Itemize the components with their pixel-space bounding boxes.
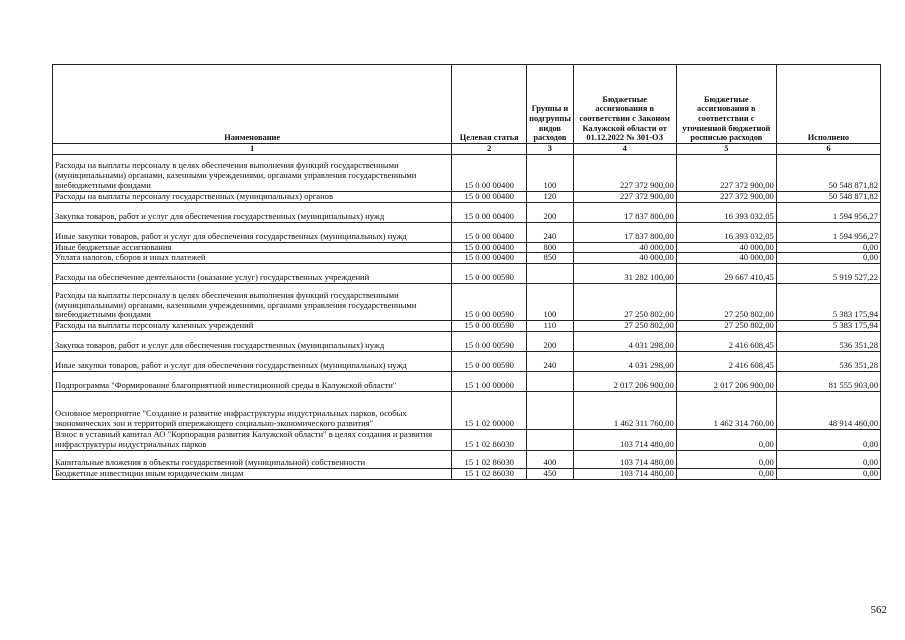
row-assignment-law: 40 000,00	[573, 242, 676, 253]
table-row	[53, 352, 881, 372]
row-assignment-law: 1 462 311 760,00	[573, 392, 676, 430]
row-expense-group: 100	[527, 284, 574, 321]
header-target-article: Целевая статья	[452, 65, 527, 144]
row-assignment-refined: 29 667 410,45	[676, 264, 776, 284]
row-assignment-refined: 227 372 900,00	[676, 191, 776, 202]
row-name: Расходы на выплаты персоналу в целях обеспечения выполнения функций государственными (муниципальными) органами, казенными учреждениями, органами управления государственными внебюджетными фондами	[53, 154, 452, 191]
column-number: 2	[452, 144, 527, 155]
row-name: Расходы на обеспечение деятельности (оказание услуг) государственных учреждений	[53, 264, 452, 284]
table-row	[53, 468, 881, 479]
table-row	[53, 321, 881, 332]
row-target-article: 15 1 02 86030	[452, 450, 527, 468]
row-assignment-refined: 227 372 900,00	[676, 154, 776, 191]
row-assignment-refined: 1 462 314 760,00	[676, 392, 776, 430]
column-number: 6	[776, 144, 880, 155]
header-name: Наименование	[53, 65, 452, 144]
header-executed: Исполнено	[776, 65, 880, 144]
row-expense-group: 240	[527, 222, 574, 242]
row-assignment-refined: 0,00	[676, 468, 776, 479]
row-target-article: 15 0 00 00400	[452, 202, 527, 222]
row-expense-group	[527, 264, 574, 284]
row-expense-group: 200	[527, 202, 574, 222]
row-name: Капитальные вложения в объекты государственной (муниципальной) собственности	[53, 450, 452, 468]
row-expense-group	[527, 392, 574, 430]
row-assignment-refined: 27 250 802,00	[676, 284, 776, 321]
row-assignment-law: 2 017 206 900,00	[573, 372, 676, 392]
table-row	[53, 332, 881, 352]
row-executed: 0,00	[776, 242, 880, 253]
row-expense-group: 200	[527, 332, 574, 352]
table-row	[53, 372, 881, 392]
row-executed: 5 383 175,94	[776, 284, 880, 321]
row-assignment-refined: 40 000,00	[676, 253, 776, 264]
row-assignment-refined: 16 393 032,05	[676, 222, 776, 242]
row-assignment-refined: 16 393 032,05	[676, 202, 776, 222]
row-assignment-refined: 27 250 802,00	[676, 321, 776, 332]
row-executed: 1 594 956,27	[776, 202, 880, 222]
row-name: Уплата налогов, сборов и иных платежей	[53, 253, 452, 264]
row-name: Подпрограмма "Формирование благоприятной инвестиционной среды в Калужской области"	[53, 372, 452, 392]
row-target-article: 15 0 00 00590	[452, 264, 527, 284]
column-number: 5	[676, 144, 776, 155]
row-executed: 48 914 460,00	[776, 392, 880, 430]
table-row	[53, 264, 881, 284]
row-assignment-law: 103 714 480,00	[573, 450, 676, 468]
row-executed: 1 594 956,27	[776, 222, 880, 242]
row-expense-group	[527, 372, 574, 392]
table-row	[53, 450, 881, 468]
header-assignments-refined: Бюджетные ассигнования в соответствии с уточненной бюджетной росписью расходов	[676, 65, 776, 144]
header-expense-group: Группы и подгруппы видов расходов	[527, 65, 574, 144]
row-assignment-refined: 0,00	[676, 450, 776, 468]
row-name: Расходы на выплаты персоналу казенных учреждений	[53, 321, 452, 332]
row-name: Основное мероприятие "Создание и развитие инфраструктуры индустриальных парков, особых экономических зон и территорий опережающего социально-экономического развития"	[53, 392, 452, 430]
row-target-article: 15 0 00 00400	[452, 222, 527, 242]
row-expense-group: 240	[527, 352, 574, 372]
row-target-article: 15 0 00 00590	[452, 352, 527, 372]
row-executed: 50 548 871,82	[776, 191, 880, 202]
row-target-article: 15 1 02 00000	[452, 392, 527, 430]
row-executed: 0,00	[776, 430, 880, 451]
row-executed: 5 383 175,94	[776, 321, 880, 332]
column-number: 1	[53, 144, 452, 155]
row-expense-group: 120	[527, 191, 574, 202]
row-executed: 81 555 903,00	[776, 372, 880, 392]
row-target-article: 15 0 00 00400	[452, 191, 527, 202]
row-target-article: 15 0 00 00400	[452, 253, 527, 264]
row-executed: 50 548 871,82	[776, 154, 880, 191]
table-row	[53, 154, 881, 191]
row-target-article: 15 1 02 86030	[452, 430, 527, 451]
row-executed: 0,00	[776, 253, 880, 264]
row-assignment-law: 4 031 298,00	[573, 332, 676, 352]
table-row	[53, 202, 881, 222]
row-expense-group: 800	[527, 242, 574, 253]
row-name: Бюджетные инвестиции иным юридическим лицам	[53, 468, 452, 479]
row-assignment-law: 103 714 480,00	[573, 430, 676, 451]
row-assignment-refined: 2 416 608,45	[676, 332, 776, 352]
row-assignment-law: 17 837 800,00	[573, 222, 676, 242]
row-target-article: 15 0 00 00400	[452, 242, 527, 253]
row-expense-group: 400	[527, 450, 574, 468]
row-executed: 536 351,28	[776, 332, 880, 352]
column-number: 4	[573, 144, 676, 155]
row-target-article: 15 0 00 00590	[452, 332, 527, 352]
row-name: Расходы на выплаты персоналу государственных (муниципальных) органов	[53, 191, 452, 202]
row-target-article: 15 1 02 86030	[452, 468, 527, 479]
row-assignment-law: 27 250 802,00	[573, 284, 676, 321]
budget-table	[52, 64, 881, 480]
table-row	[53, 253, 881, 264]
row-assignment-law: 227 372 900,00	[573, 154, 676, 191]
table-row	[53, 284, 881, 321]
column-number: 3	[527, 144, 574, 155]
row-assignment-law: 27 250 802,00	[573, 321, 676, 332]
table-row	[53, 242, 881, 253]
row-name: Расходы на выплаты персоналу в целях обеспечения выполнения функций государственными (муниципальными) органами, казенными учреждениями, органами управления государственными внебюджетными фондами	[53, 284, 452, 321]
row-name: Иные закупки товаров, работ и услуг для обеспечения государственных (муниципальных) нужд	[53, 222, 452, 242]
row-assignment-law: 17 837 800,00	[573, 202, 676, 222]
row-assignment-law: 103 714 480,00	[573, 468, 676, 479]
row-target-article: 15 1 00 00000	[452, 372, 527, 392]
row-expense-group: 450	[527, 468, 574, 479]
row-executed: 0,00	[776, 468, 880, 479]
row-target-article: 15 0 00 00590	[452, 321, 527, 332]
row-executed: 5 919 527,22	[776, 264, 880, 284]
row-assignment-refined: 40 000,00	[676, 242, 776, 253]
row-assignment-law: 31 282 100,00	[573, 264, 676, 284]
row-assignment-refined: 2 017 206 900,00	[676, 372, 776, 392]
table-row	[53, 222, 881, 242]
row-expense-group: 100	[527, 154, 574, 191]
row-expense-group	[527, 430, 574, 451]
table-row	[53, 392, 881, 430]
row-name: Иные бюджетные ассигнования	[53, 242, 452, 253]
row-assignment-law: 4 031 298,00	[573, 352, 676, 372]
row-assignment-law: 227 372 900,00	[573, 191, 676, 202]
table-row	[53, 191, 881, 202]
row-executed: 536 351,28	[776, 352, 880, 372]
page-number: 562	[870, 604, 887, 616]
row-target-article: 15 0 00 00400	[452, 154, 527, 191]
row-assignment-refined: 0,00	[676, 430, 776, 451]
row-assignment-refined: 2 416 608,45	[676, 352, 776, 372]
header-assignments-law: Бюджетные ассигнования в соответствии с Законом Калужской области от 01.12.2022 № 301-ОЗ	[573, 65, 676, 144]
row-name: Взнос в уставный капитал АО "Корпорация развития Калужской области" в целях создания и развития инфраструктуры индустриальных парков	[53, 430, 452, 451]
row-name: Закупка товаров, работ и услуг для обеспечения государственных (муниципальных) нужд	[53, 202, 452, 222]
row-assignment-law: 40 000,00	[573, 253, 676, 264]
header-row	[53, 65, 881, 144]
row-name: Закупка товаров, работ и услуг для обеспечения государственных (муниципальных) нужд	[53, 332, 452, 352]
row-executed: 0,00	[776, 450, 880, 468]
row-expense-group: 850	[527, 253, 574, 264]
row-expense-group: 110	[527, 321, 574, 332]
row-name: Иные закупки товаров, работ и услуг для обеспечения государственных (муниципальных) нужд	[53, 352, 452, 372]
column-number-row	[53, 144, 881, 155]
table-row	[53, 430, 881, 451]
row-target-article: 15 0 00 00590	[452, 284, 527, 321]
